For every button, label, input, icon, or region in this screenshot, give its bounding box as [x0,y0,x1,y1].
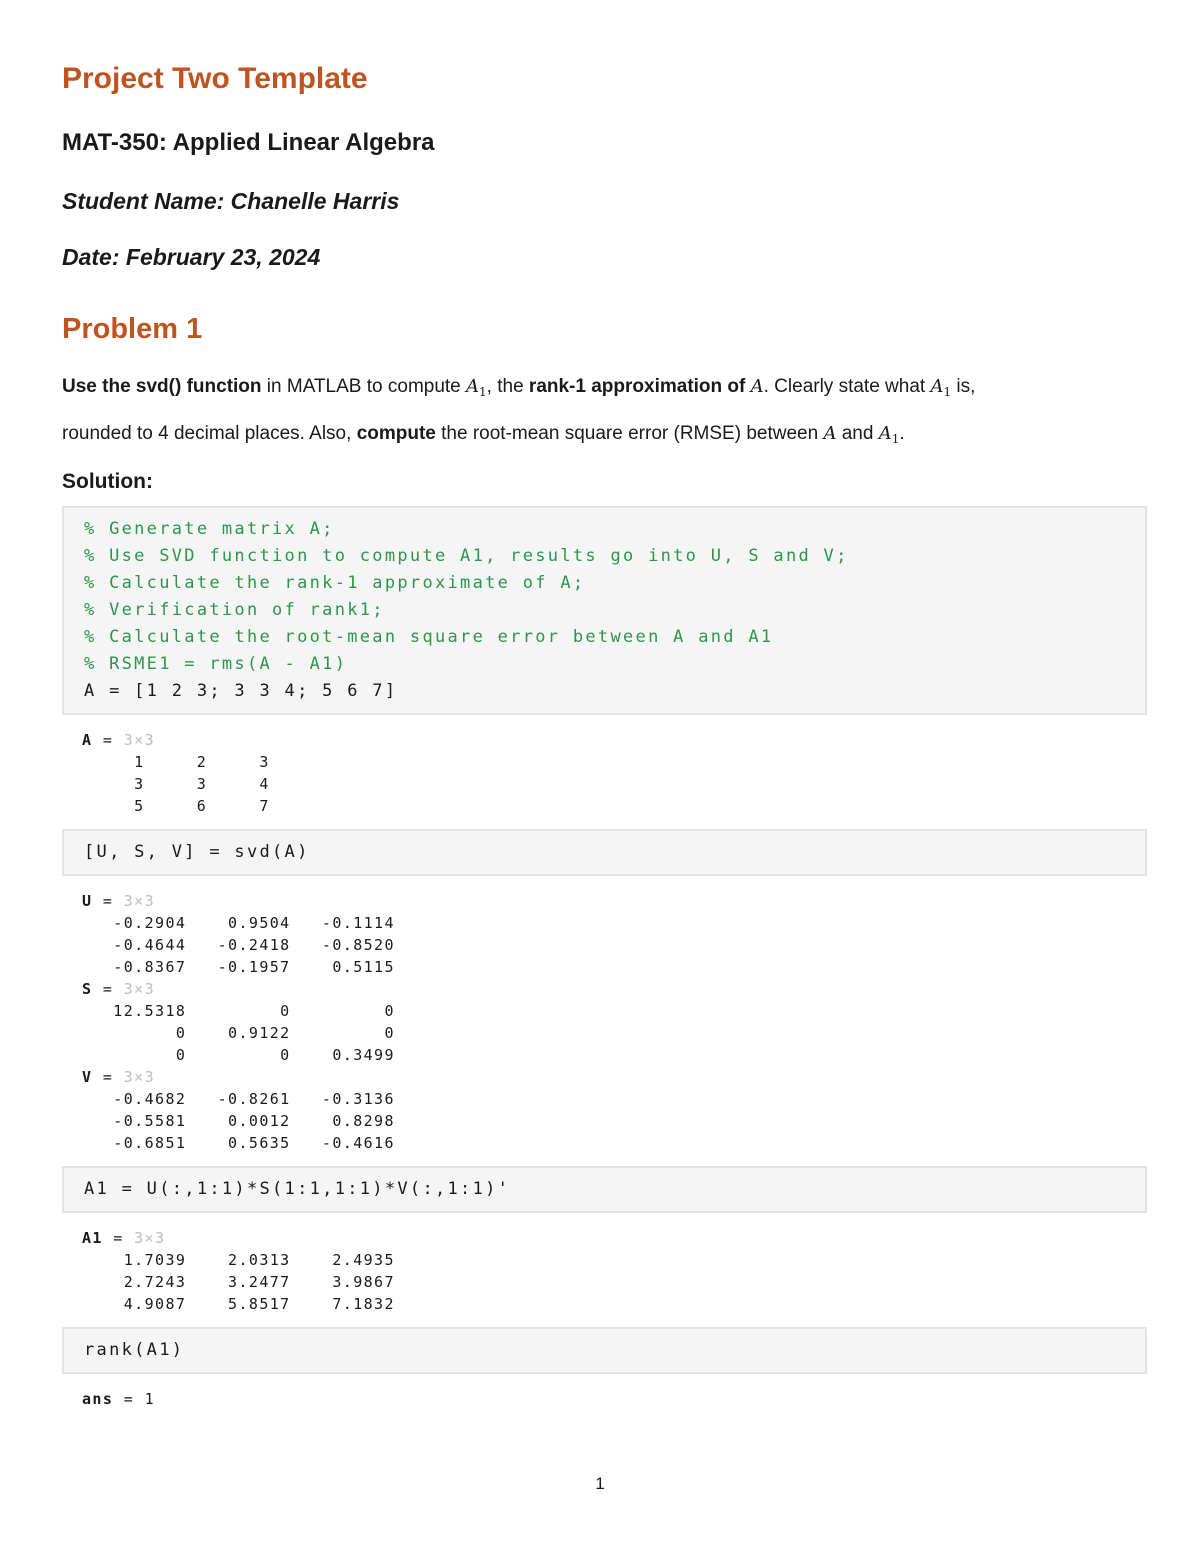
equals-sign: = [92,892,124,911]
output-variable-name: ans [82,1390,114,1409]
statement-text: A [930,376,944,398]
matrix-row: 2.7243 3.2477 3.9867 [82,1273,395,1292]
statement-text: 1 [891,432,900,447]
output-value: 1 [144,1390,156,1409]
statement-line [62,413,1147,460]
code-statement-line: A = [1 2 3; 3 3 4; 5 6 7] [84,681,398,702]
statement-text: . [899,423,905,445]
statement-text: A [823,423,837,445]
code-comment-line: % Use SVD function to compute A1, results go into U, S and V; [84,546,849,567]
student-name-line: Student Name: Chanelle Harris [62,187,400,214]
page-number: 1 [595,1474,605,1493]
statement-text: A [750,376,764,398]
matlab-code-block [62,829,1147,876]
output-variable-name: S [82,980,93,999]
matrix-dimensions: 3×3 [123,731,156,750]
code-statement-line: [U, S, V] = svd(A) [84,842,310,863]
code-statement-line: A1 = U(:,1:1)*S(1:1,1:1)*V(:,1:1)' [84,1179,511,1200]
equals-sign: = [113,1390,145,1409]
matrix-row: 1 2 3 [82,753,270,772]
matlab-output-block [62,1388,1147,1410]
output-variable-name: A [82,731,93,750]
course-heading: MAT-350: Applied Linear Algebra [62,129,435,156]
matlab-code-block [62,506,1147,715]
statement-text: A [878,423,892,445]
document-title: Project Two Template [62,62,368,95]
output-variable-line [82,978,1147,1000]
statement-text: 1 [479,385,487,400]
matrix-row: -0.6851 0.5635 -0.4616 [82,1134,395,1153]
matrix-dimensions: 3×3 [123,980,156,999]
statement-text: A [466,376,480,398]
matlab-code-block [62,1166,1147,1213]
equals-sign: = [92,731,124,750]
matrix-row: 5 6 7 [82,797,270,816]
matrix-row: -0.2904 0.9504 -0.1114 [82,914,395,933]
matrix-row: 12.5318 0 0 [82,1002,395,1021]
statement-text: rank-1 approximation of [528,376,751,398]
output-variable-name: V [82,1068,93,1087]
output-variable-line [82,890,1147,912]
statement-text: rounded to 4 decimal places. Also, [62,423,357,445]
matrix-row: -0.4682 -0.8261 -0.3136 [82,1090,395,1109]
statement-text: . Clearly state what [763,376,931,398]
statement-text: is, [951,376,976,398]
matrix-row: -0.4644 -0.2418 -0.8520 [82,936,395,955]
code-comment-line: % Generate matrix A; [84,519,335,540]
matlab-output-block [62,1227,1147,1315]
output-variable-name: U [82,892,93,911]
problem-1-heading: Problem 1 [62,313,203,346]
matrix-row: 0 0 0.3499 [82,1046,395,1065]
code-comment-line: % Calculate the root-mean square error between A and A1 [84,627,774,648]
output-variable-line [82,1388,1147,1410]
statement-text: , the [486,376,529,398]
statement-text: the root-mean square error (RMSE) between [435,423,824,445]
matrix-row: 4.9087 5.8517 7.1832 [82,1295,395,1314]
output-variable-line [82,1066,1147,1088]
matrix-row: -0.5581 0.0012 0.8298 [82,1112,395,1131]
statement-text: in MATLAB to compute [261,376,467,398]
equals-sign: = [92,1068,124,1087]
output-variable-name: A1 [82,1229,103,1248]
matlab-output-block [62,729,1147,817]
code-comment-line: % RSME1 = rms(A - A1) [84,654,348,675]
statement-text: 1 [943,385,952,400]
matrix-row: 1.7039 2.0313 2.4935 [82,1251,395,1270]
equals-sign: = [102,1229,135,1248]
matrix-row: 3 3 4 [82,775,270,794]
solution-label: Solution: [62,470,153,494]
output-variable-line [82,729,1147,751]
matrix-dimensions: 3×3 [123,1068,156,1087]
code-statement-line: rank(A1) [84,1340,185,1361]
output-variable-line [82,1227,1147,1249]
code-comment-line: % Verification of rank1; [84,600,385,621]
statement-text: and [836,423,879,445]
matrix-dimensions: 3×3 [123,892,156,911]
matlab-output-block [62,890,1147,1154]
statement-text: Use the svd() function [62,376,262,398]
statement-text: compute [356,423,436,445]
matrix-dimensions: 3×3 [134,1229,166,1248]
code-comment-line: % Calculate the rank-1 approximate of A; [84,573,586,594]
problem-statement [62,366,1147,460]
matlab-code-block [62,1327,1147,1374]
statement-line [62,366,1147,413]
code-and-output-sections [62,506,1147,1410]
date-line: Date: February 23, 2024 [62,244,321,271]
equals-sign: = [92,980,124,999]
matrix-row: 0 0.9122 0 [82,1024,395,1043]
matrix-row: -0.8367 -0.1957 0.5115 [82,958,395,977]
